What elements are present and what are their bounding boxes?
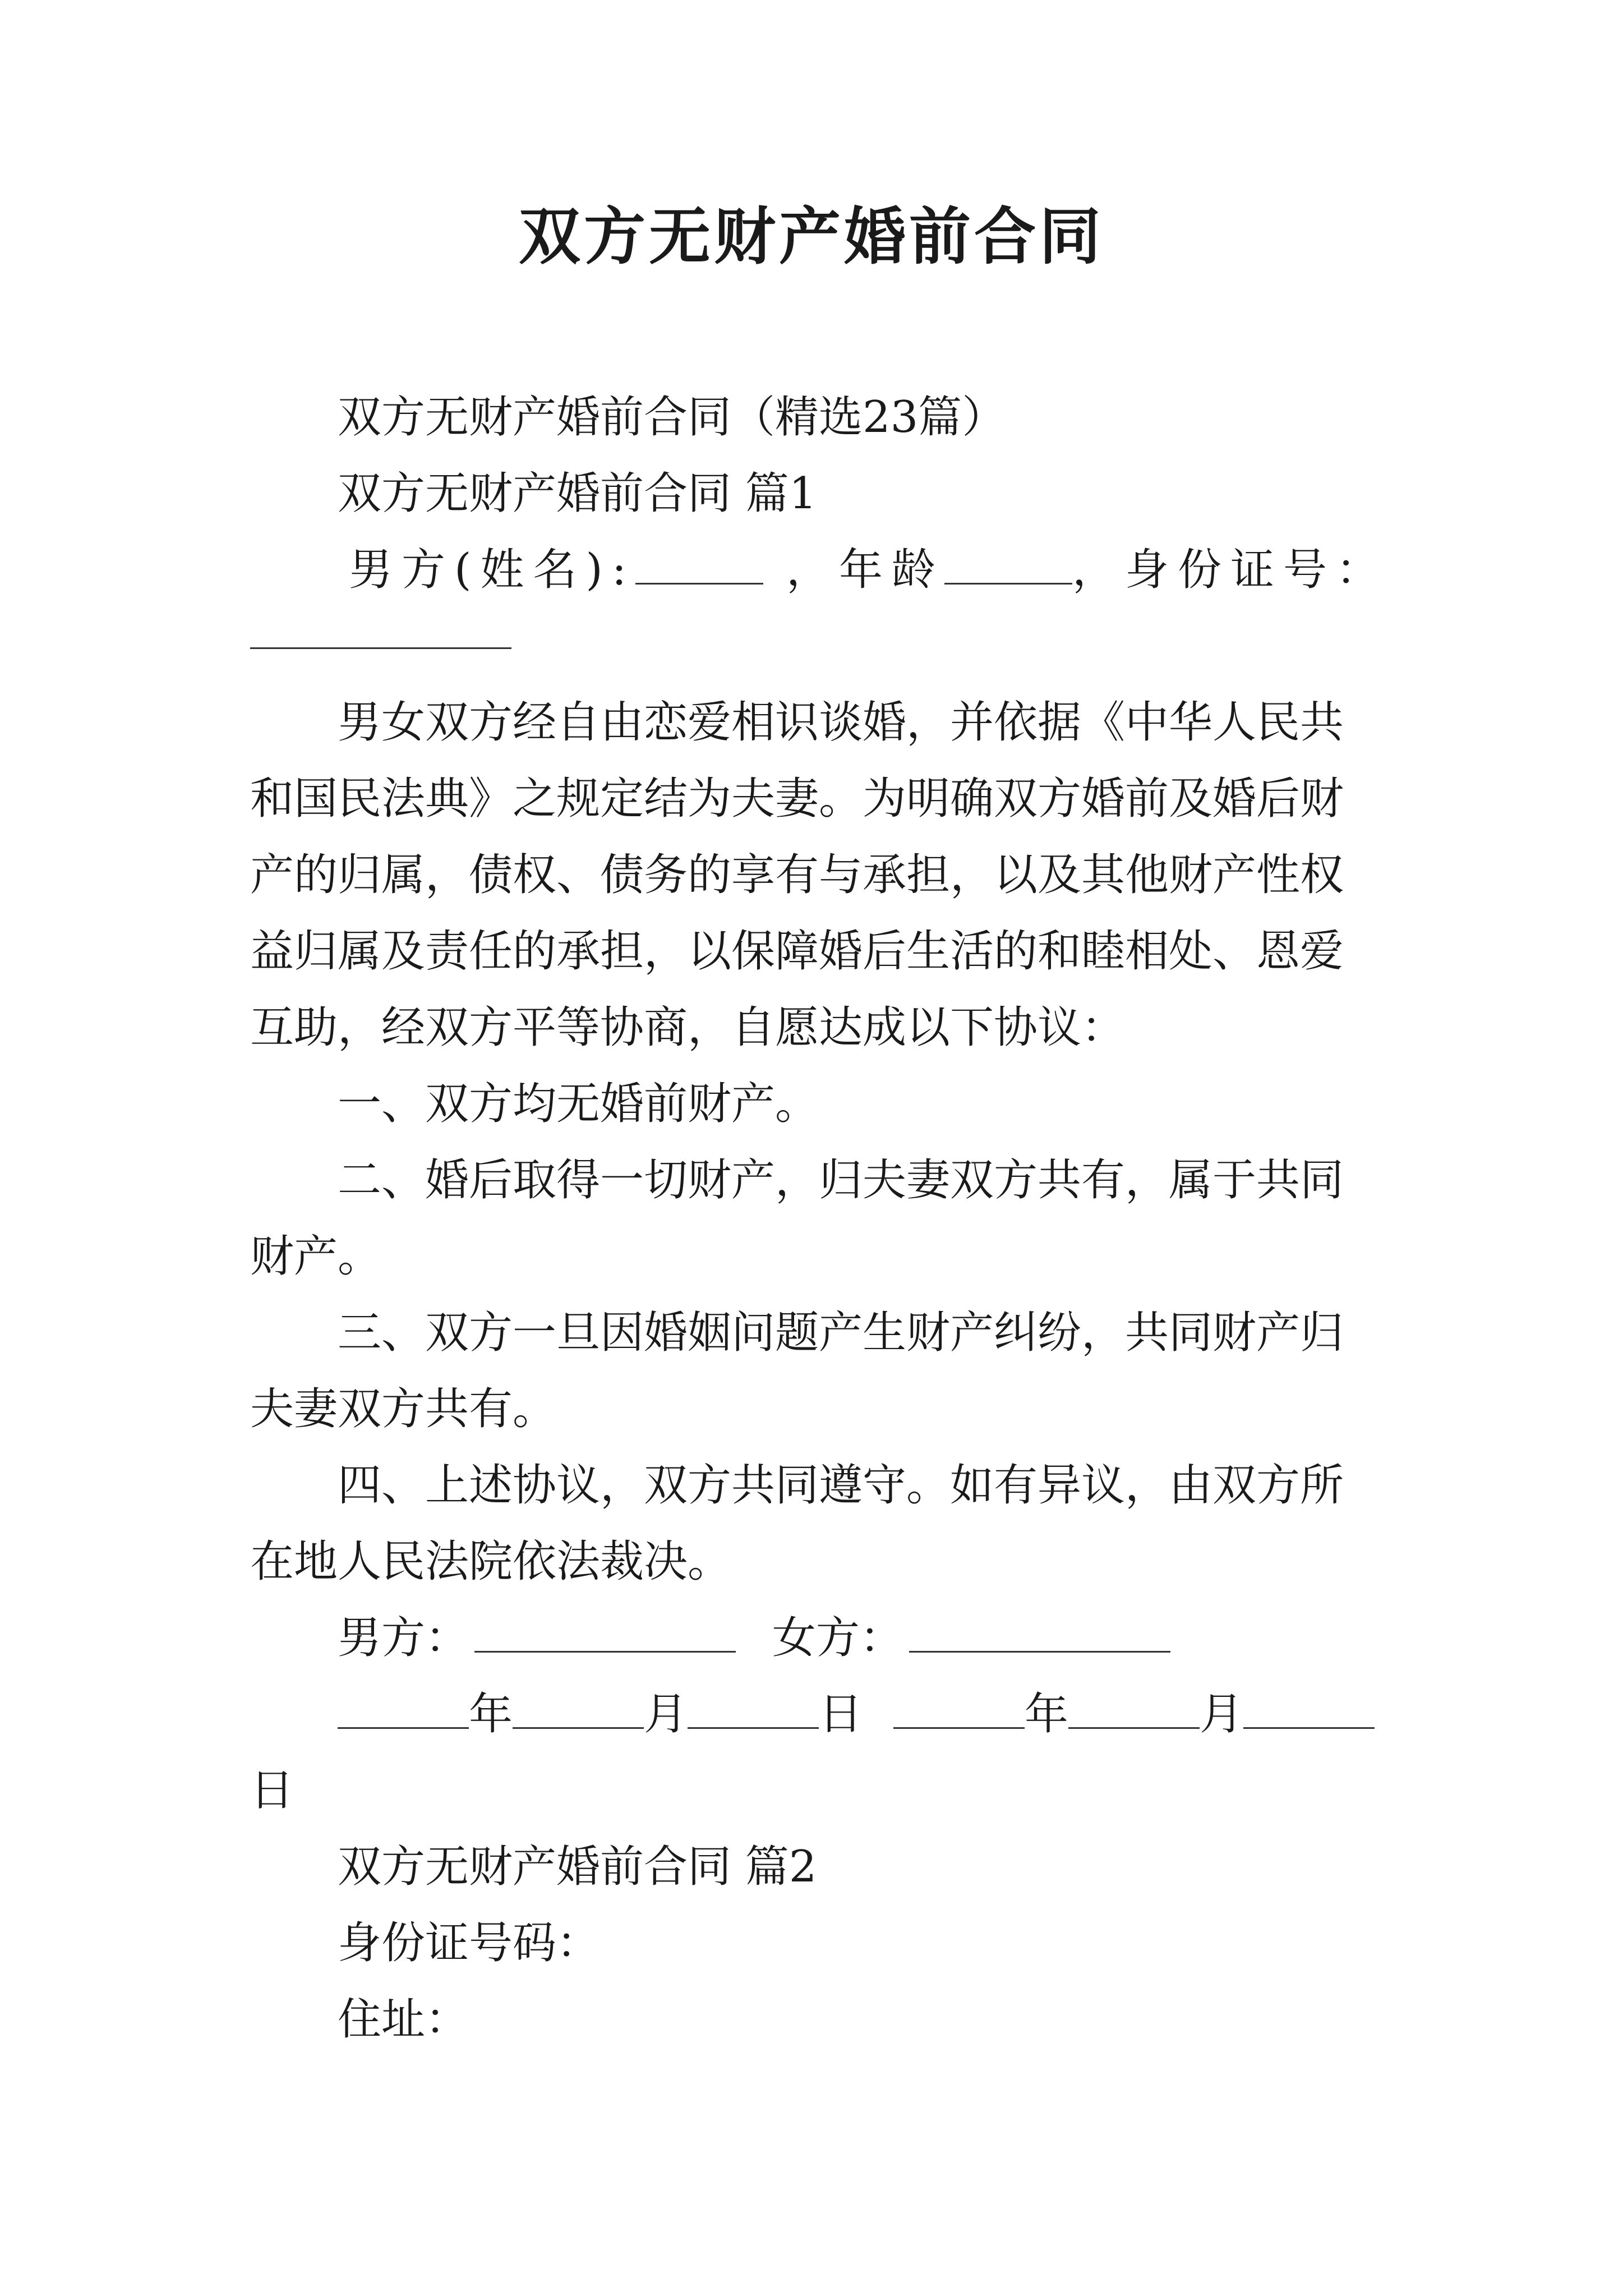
document-title: 双方无财产婚前合同 [519,201,1104,273]
male-name-label: 男方(姓名): [349,545,636,595]
male-signature-blank [474,1617,736,1653]
female-month-blank [1068,1694,1200,1729]
id-number-label: 身份证号码： [338,1918,601,1968]
clause-3: 三、双方一旦因婚姻问题产生财产纠纷，共同财产归夫妻双方共有。 [250,1308,1344,1434]
party-info-line [250,532,1389,608]
male-year-label: 年 [469,1689,513,1740]
date-line [250,1676,1378,1752]
female-year-blank [893,1694,1025,1729]
signature-line [250,1600,1378,1676]
female-day-label-wrapped: 日 [250,1765,294,1816]
address-label: 住址： [338,1994,469,2045]
document-subtitle: 双方无财产婚前合同（精选23篇） [338,392,1006,443]
section-heading-1: 双方无财产婚前合同 篇1 [338,468,817,519]
female-signature-label: 女方： [772,1613,903,1663]
clause-1: 一、双方均无婚前财产。 [338,1079,819,1129]
age-blank [944,549,1072,585]
male-signature-label: 男方： [338,1613,469,1663]
female-year-label: 年 [1024,1689,1068,1740]
male-month-blank [513,1694,644,1729]
female-month-label: 月 [1199,1689,1243,1740]
section-heading-2: 双方无财产婚前合同 篇2 [338,1842,817,1892]
id-number-blank [250,614,511,649]
document-body [250,379,1389,2058]
id-number-blank-line [250,608,1378,684]
female-signature-blank [909,1617,1170,1653]
id-label: ，身份证号： [1072,545,1389,595]
clause-2: 二、婚后取得一切财产，归夫妻双方共有，属于共同财产。 [250,1155,1344,1282]
age-label: ，年龄 [786,545,944,595]
male-day-label: 日 [819,1689,863,1740]
clause-4: 四、上述协议，双方共同遵守。如有异议，由双方所在地人民法院依法裁决。 [250,1460,1344,1587]
female-day-blank [1243,1694,1375,1729]
male-month-label: 月 [644,1689,688,1740]
intro-paragraph: 男女双方经自由恋爱相识谈婚，并依据《中华人民共和国民法典》之规定结为夫妻。为明确双方婚前及婚后财产的归属，债权、债务的享有与承担，以及其他财产性权益归属及责任的承担，以保障婚后生活的和睦相处、恩爱互助，经双方平等协商，自愿达成以下协议： [250,697,1344,1053]
male-year-blank [338,1694,469,1729]
male-day-blank [688,1694,819,1729]
male-name-blank [635,549,763,585]
